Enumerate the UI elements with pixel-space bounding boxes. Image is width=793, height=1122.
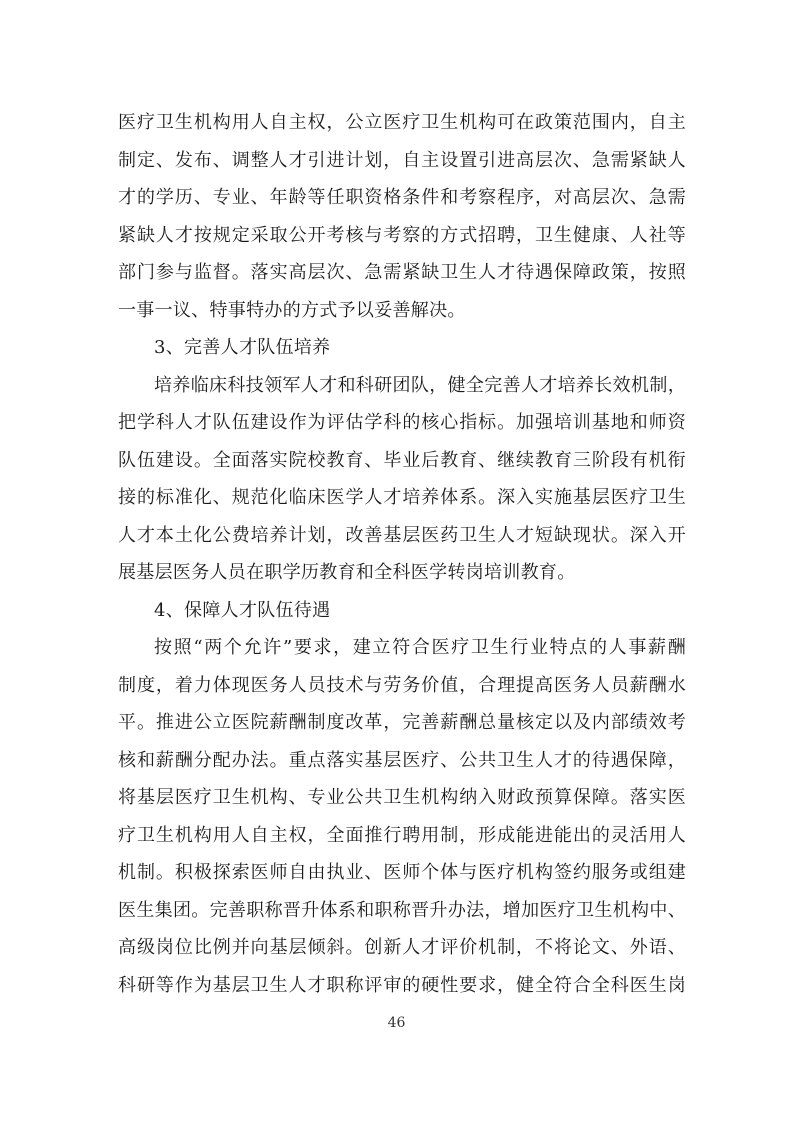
paragraph-line: 医生集团。完善职称晋升体系和职称晋升办法，增加医疗卫生机构中、 <box>118 899 686 921</box>
paragraph-line: 制度，着力体现医务人员技术与劳务价值，合理提高医务人员薪酬水 <box>118 674 686 696</box>
paragraph-line: 疗卫生机构用人自主权，全面推行聘用制，形成能进能出的灵活用人 <box>118 824 686 846</box>
paragraph-line: 科研等作为基层卫生人才职称评审的硬性要求，健全符合全科医生岗 <box>118 974 686 996</box>
paragraph-line: 接的标准化、规范化临床医学人才培养体系。深入实施基层医疗卫生 <box>118 487 686 508</box>
paragraph-line: 制定、发布、调整人才引进计划，自主设置引进高层次、急需紧缺人 <box>118 149 686 171</box>
paragraph-line: 培养临床科技领军人才和科研团队，健全完善人才培养长效机制， <box>154 374 686 396</box>
paragraph-line: 机制。积极探索医师自由执业、医师个体与医疗机构签约服务或组建 <box>118 862 686 883</box>
paragraph-line: 队伍建设。全面落实院校教育、毕业后教育、继续教育三阶段有机衔 <box>118 449 686 471</box>
paragraph-line: 紧缺人才按规定采取公开考核与考察的方式招聘，卫生健康、人社等 <box>118 224 686 246</box>
section-heading: 3、完善人才队伍培养 <box>154 337 331 358</box>
section-heading: 4、保障人才队伍待遇 <box>154 599 331 621</box>
paragraph-line: 将基层医疗卫生机构、专业公共卫生机构纳入财政预算保障。落实医 <box>118 787 686 808</box>
paragraph-line: 高级岗位比例并向基层倾斜。创新人才评价机制，不将论文、外语、 <box>118 937 686 958</box>
paragraph-line: 才的学历、专业、年龄等任职资格条件和考察程序，对高层次、急需 <box>118 187 686 208</box>
paragraph-line: 部门参与监督。落实高层次、急需紧缺卫生人才待遇保障政策，按照 <box>118 262 686 283</box>
document-body <box>118 104 686 1004</box>
paragraph-line: 核和薪酬分配办法。重点落实基层医疗、公共卫生人才的待遇保障， <box>118 749 686 771</box>
paragraph-line: 医疗卫生机构用人自主权，公立医疗卫生机构可在政策范围内，自主 <box>118 112 686 133</box>
paragraph-line: 人才本土化公费培养计划，改善基层医药卫生人才短缺现状。深入开 <box>118 524 686 546</box>
paragraph-line: 平。推进公立医院薪酬制度改革，完善薪酬总量核定以及内部绩效考 <box>118 712 686 733</box>
paragraph-line: 一事一议、特事特办的方式予以妥善解决。 <box>118 299 466 321</box>
paragraph-line: 按照“两个允许”要求，建立符合医疗卫生行业特点的人事薪酬 <box>154 637 686 658</box>
paragraph-line: 把学科人才队伍建设作为评估学科的核心指标。加强培训基地和师资 <box>118 412 686 433</box>
paragraph-line: 展基层医务人员在职学历教育和全科医学转岗培训教育。 <box>118 562 576 583</box>
page-number: 46 <box>387 1015 406 1031</box>
